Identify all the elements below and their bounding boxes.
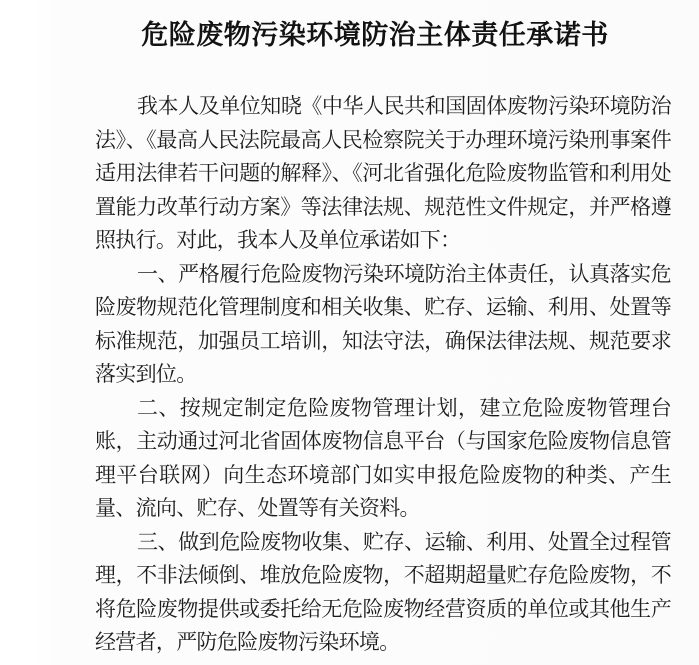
commitment-item-3: 三、做到危险废物收集、贮存、运输、利用、处置全过程管理，不非法倾倒、堆放危险废物，不超期超量贮存危险废物，不将危险废物提供或委托给无危险废物经营资质的单位或其他生产经营者，严防危险废物污染环境。 bbox=[95, 529, 671, 654]
document-title: 危险废物污染环境防治主体责任承诺书 bbox=[141, 20, 609, 50]
intro-paragraph: 我本人及单位知晓《中华人民共和国固体废物污染环境防治法》、《最高人民法院最高人民检察院关于办理环境污染刑事案件适用法律若干问题的解释》、《河北省强化危险废物监管和利用处置能力改革行动方案》等法律法规、规范性文件规定，并严格遵照执行。对此，我本人及单位承诺如下： bbox=[95, 94, 671, 252]
document-body bbox=[95, 90, 671, 660]
commitment-item-2: 二、按规定制定危险废物管理计划，建立危险废物管理台账，主动通过河北省固体废物信息平台（与国家危险废物信息管理平台联网）向生态环境部门如实申报危险废物的种类、产生量、流向、贮存、处置等有关资料。 bbox=[95, 395, 671, 520]
commitment-item-1: 一、严格履行危险废物污染环境防治主体责任，认真落实危险废物规范化管理制度和相关收集、贮存、运输、利用、处置等标准规范，加强员工培训，知法守法，确保法律法规、规范要求落实到位。 bbox=[95, 261, 671, 386]
